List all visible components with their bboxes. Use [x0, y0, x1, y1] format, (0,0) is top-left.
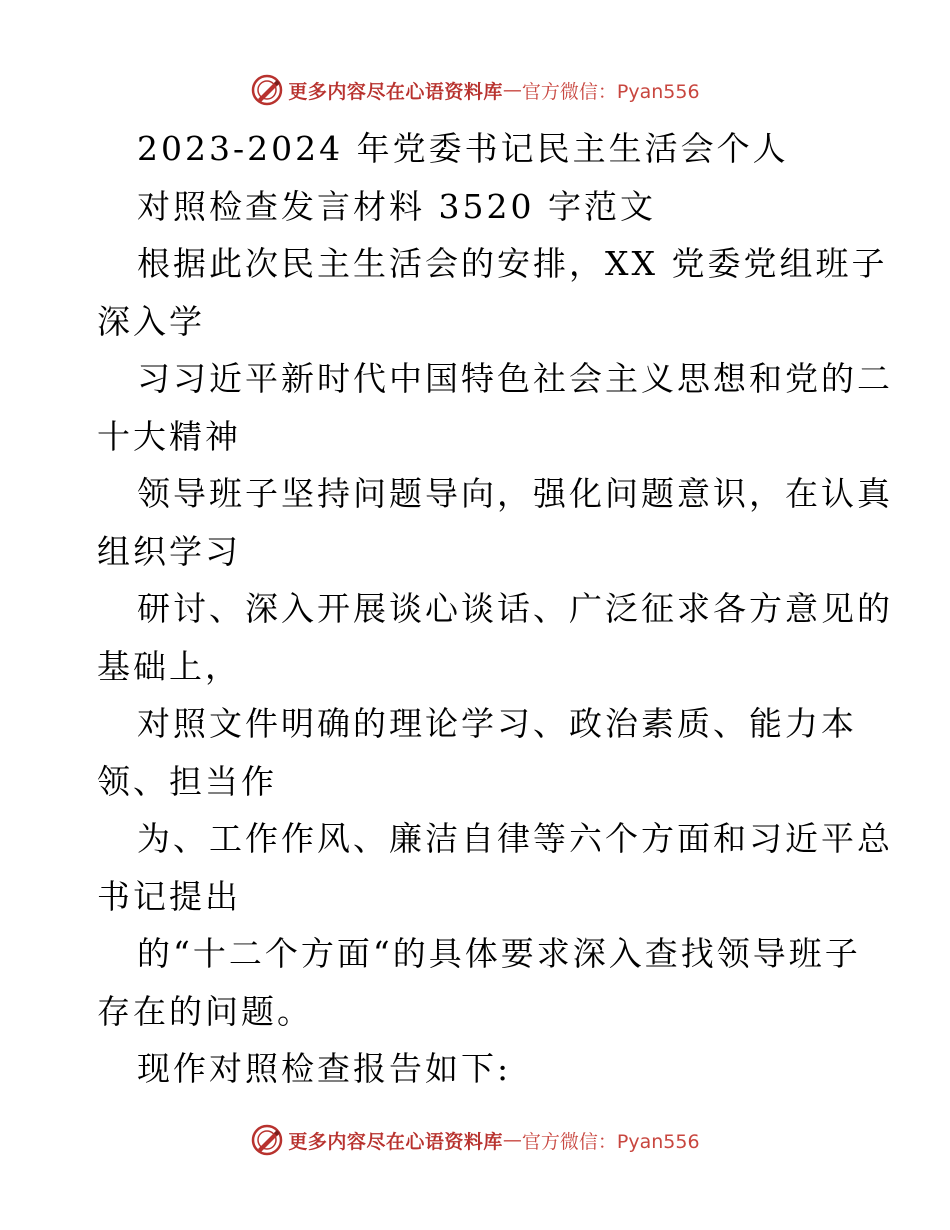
doc-line: 研讨、深入开展谈心谈话、广泛征求各方意见的 [137, 589, 893, 628]
doc-line: 习习近平新时代中国特色社会主义思想和党的二 [137, 359, 893, 398]
watermark-brand: 更多内容尽在心语资料库 [288, 80, 503, 103]
document-body [97, 120, 893, 1098]
doc-line: 为、工作作风、廉洁自律等六个方面和习近平总 [137, 819, 893, 858]
watermark-contact: 官方微信：Pyan556 [521, 80, 700, 103]
doc-line: 对照检查发言材料 3520 字范文 [137, 186, 656, 226]
watermark-separator: — [502, 1129, 522, 1151]
brand-logo-icon [250, 1123, 284, 1157]
header-watermark [0, 70, 950, 110]
doc-line: 2023-2024 年党委书记民主生活会个人 [137, 129, 789, 168]
doc-line: 深入学 [97, 301, 205, 341]
doc-line: 对照文件明确的理论学习、政治素质、能力本 [137, 704, 857, 743]
doc-line: 领导班子坚持问题导向，强化问题意识，在认真 [137, 474, 893, 513]
watermark-separator: — [502, 79, 522, 101]
watermark-contact: 官方微信：Pyan556 [521, 1130, 700, 1153]
doc-line: 书记提出 [97, 876, 241, 916]
doc-line: 十大精神 [97, 416, 241, 456]
doc-line: 领、担当作 [97, 761, 277, 801]
doc-line: 根据此次民主生活会的安排，XX 党委党组班子 [137, 244, 888, 283]
footer-watermark [0, 1120, 950, 1160]
doc-line: 现作对照检查报告如下: [137, 1049, 512, 1088]
brand-logo-icon [250, 73, 284, 107]
doc-line: 基础上， [97, 646, 241, 686]
doc-line: 存在的问题。 [97, 991, 313, 1031]
doc-line: 的“十二个方面“的具体要求深入查找领导班子 [137, 934, 861, 973]
doc-line: 组织学习 [97, 531, 241, 571]
watermark-brand: 更多内容尽在心语资料库 [288, 1130, 503, 1153]
